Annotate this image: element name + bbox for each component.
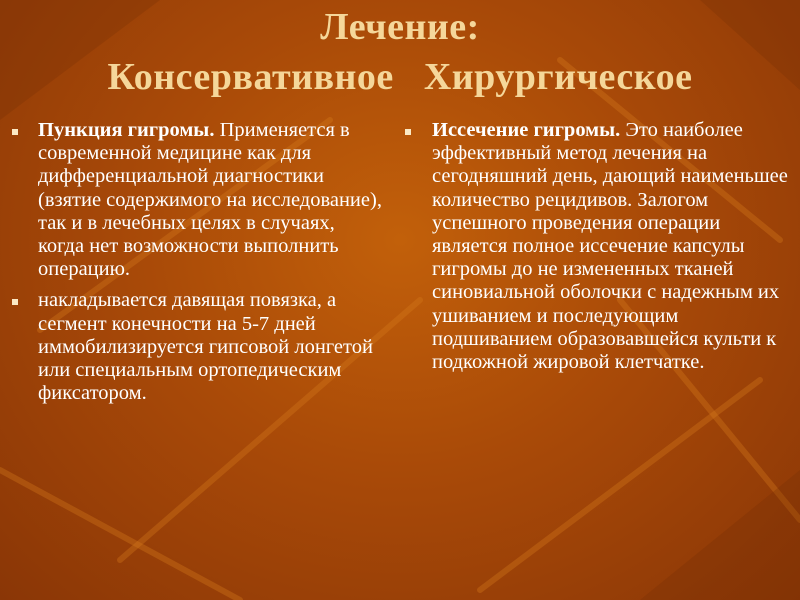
bullet-square-icon xyxy=(12,129,18,135)
item-text: Применяется в современной медицине как для дифференциальной диагностики (взятие содержимого на исследование), так и в лечебных целях в случаях, когда нет возможности выполнить операцию. xyxy=(38,119,382,281)
item-text: накладывается давящая повязка, а сегмент конечности на 5-7 дней иммобилизируется гипсовой лонгетой или специальным ортопедическим фиксатором. xyxy=(38,289,373,405)
bullet-square-icon xyxy=(12,299,18,305)
list-item xyxy=(413,119,793,374)
right-column xyxy=(413,119,793,382)
title-line-1: Лечение: xyxy=(320,6,480,48)
item-bold-text: Пункция гигромы. xyxy=(38,119,215,141)
title-conservative: Консервативное xyxy=(107,56,394,98)
list-item xyxy=(12,119,384,281)
left-column xyxy=(12,119,384,413)
list-item xyxy=(12,289,384,405)
title-surgical: Хирургическое xyxy=(423,56,693,98)
title-line-2 xyxy=(0,52,800,102)
item-text: Это наиболее эффективный метод лечения на сегодняшний день, дающий наименьшее количество рецидивов. Залогом успешного проведения операции является полное иссечение капсулы гигромы до не измененных тканей синовиальной оболочки с надежным их ушиванием и последующим подшиванием образовавшейся культи к подкожной жировой клетчатке. xyxy=(432,119,788,374)
bullet-square-icon xyxy=(405,129,411,135)
item-bold-text: Иссечение гигромы. xyxy=(432,119,621,141)
slide-title xyxy=(0,2,800,102)
